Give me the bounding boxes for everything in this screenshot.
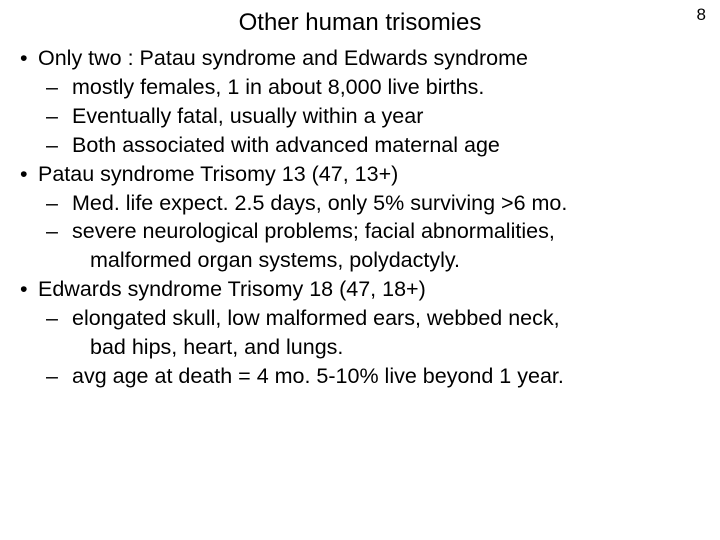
dash-bullet-icon: – — [46, 132, 58, 157]
bullet-list-level2 — [38, 189, 714, 276]
bullet-icon: • — [20, 161, 28, 186]
list-item-label: severe neurological problems; facial abnormalities, — [72, 219, 555, 244]
dash-bullet-icon: – — [46, 363, 58, 388]
list-item-label: elongated skull, low malformed ears, webbed neck, — [72, 306, 560, 331]
dash-bullet-icon: – — [46, 219, 58, 244]
dash-bullet-icon: – — [46, 306, 58, 331]
bullet-list-level2 — [38, 304, 714, 391]
list-item-label: Med. life expect. 2.5 days, only 5% surviving >6 mo. — [72, 190, 568, 215]
dash-bullet-icon: – — [46, 103, 58, 128]
list-item-label: Only two : Patau syndrome and Edwards syndrome — [38, 46, 528, 70]
list-item-label-continued: malformed organ systems, polydactyly. — [90, 248, 461, 273]
list-item-label-continued: bad hips, heart, and lungs. — [90, 335, 344, 360]
list-item — [38, 217, 714, 275]
dash-bullet-icon: – — [46, 74, 58, 99]
list-item — [38, 131, 714, 160]
bullet-icon: • — [20, 277, 28, 302]
slide-number: 8 — [696, 5, 706, 24]
list-item — [8, 44, 714, 160]
page-title: Other human trisomies — [238, 9, 482, 36]
list-item — [8, 160, 714, 276]
list-item-label: Patau syndrome Trisomy 13 (47, 13+) — [38, 161, 399, 186]
bullet-icon: • — [20, 46, 28, 70]
slide-body — [8, 44, 714, 391]
list-item-label: mostly females, 1 in about 8,000 live births. — [72, 74, 485, 99]
list-item-label: Edwards syndrome Trisomy 18 (47, 18+) — [38, 277, 426, 302]
list-item-label: Eventually fatal, usually within a year — [72, 103, 424, 128]
bullet-list-level2 — [38, 73, 714, 160]
bullet-list-level1 — [8, 44, 714, 391]
list-item — [38, 362, 714, 391]
list-item-label: Both associated with advanced maternal age — [72, 132, 500, 157]
list-item — [38, 304, 714, 362]
dash-bullet-icon: – — [46, 190, 58, 215]
list-item-label: avg age at death = 4 mo. 5-10% live beyond 1 year. — [72, 363, 564, 388]
list-item — [38, 102, 714, 131]
list-item — [38, 73, 714, 102]
list-item — [8, 275, 714, 391]
list-item — [38, 189, 714, 218]
